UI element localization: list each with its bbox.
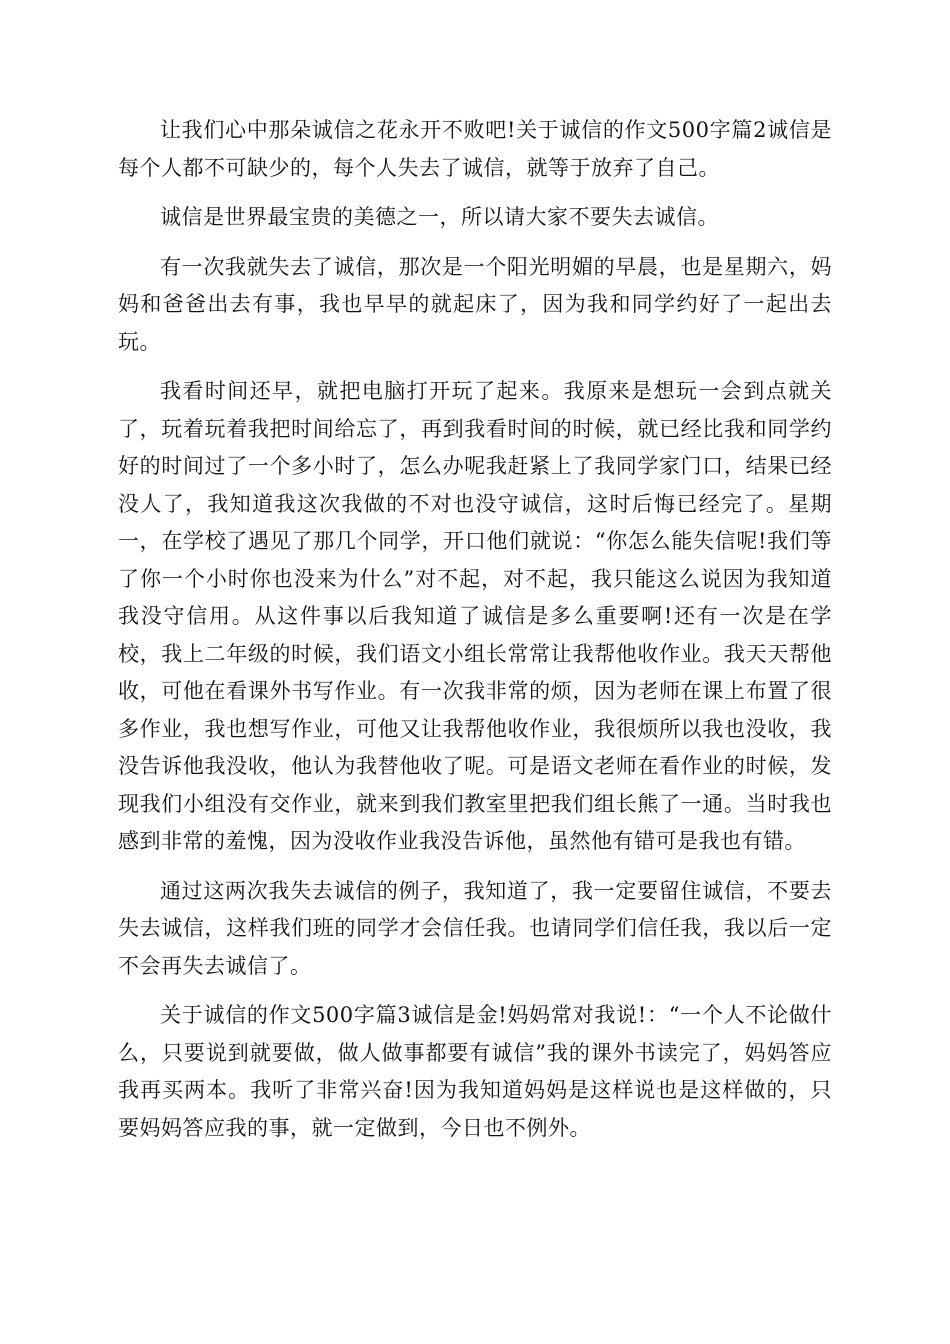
paragraph-5: 通过这两次我失去诚信的例子，我知道了，我一定要留住诚信，不要去失去诚信，这样我们班的同学才会信任我。也请同学们信任我，我以后一定不会再失去诚信了。 bbox=[118, 878, 832, 978]
paragraph-1: 让我们心中那朵诚信之花永开不败吧!关于诚信的作文500字篇2诚信是每个人都不可缺少的，每个人失去了诚信，就等于放弃了自己。 bbox=[118, 118, 832, 180]
paragraph-3: 有一次我就失去了诚信，那次是一个阳光明媚的早晨，也是星期六，妈妈和爸爸出去有事，我也早早的就起床了，因为我和同学约好了一起出去玩。 bbox=[118, 254, 832, 354]
paragraph-6: 关于诚信的作文500字篇3诚信是金!妈妈常对我说!：“一个人不论做什么，只要说到就要做，做人做事都要有诚信”我的课外书读完了，妈妈答应我再买两本。我听了非常兴奋!因为我知道妈妈是这样说也是这样做的，只要妈妈答应我的事，就一定做到，今日也不例外。 bbox=[118, 1003, 832, 1140]
paragraph-4: 我看时间还早，就把电脑打开玩了起来。我原来是想玩一会到点就关了，玩着玩着我把时间给忘了，再到我看时间的时候，就已经比我和同学约好的时间过了一个多小时了，怎么办呢我赶紧上了我同学家门口，结果已经没人了，我知道我这次我做的不对也没守诚信，这时后悔已经完了。星期一，在学校了遇见了那几个同学，开口他们就说：“你怎么能失信呢!我们等了你一个小时你也没来为什么”对不起，对不起，我只能这么说因为我知道我没守信用。从这件事以后我知道了诚信是多么重要啊!还有一次是在学校，我上二年级的时候，我们语文小组长常常让我帮他收作业。我天天帮他收，可他在看课外书写作业。有一次我非常的烦，因为老师在课上布置了很多作业，我也想写作业，可他又让我帮他收作业，我很烦所以我也没收，我没告诉他我没收，他认为我替他收了呢。可是语文老师在看作业的时候，发现我们小组没有交作业，就来到我们教室里把我们组长熊了一通。当时我也感到非常的羞愧，因为没收作业我没告诉他，虽然他有错可是我也有错。 bbox=[118, 379, 832, 853]
paragraph-2: 诚信是世界最宝贵的美德之一，所以请大家不要失去诚信。 bbox=[160, 205, 719, 229]
document-page bbox=[118, 112, 832, 1159]
